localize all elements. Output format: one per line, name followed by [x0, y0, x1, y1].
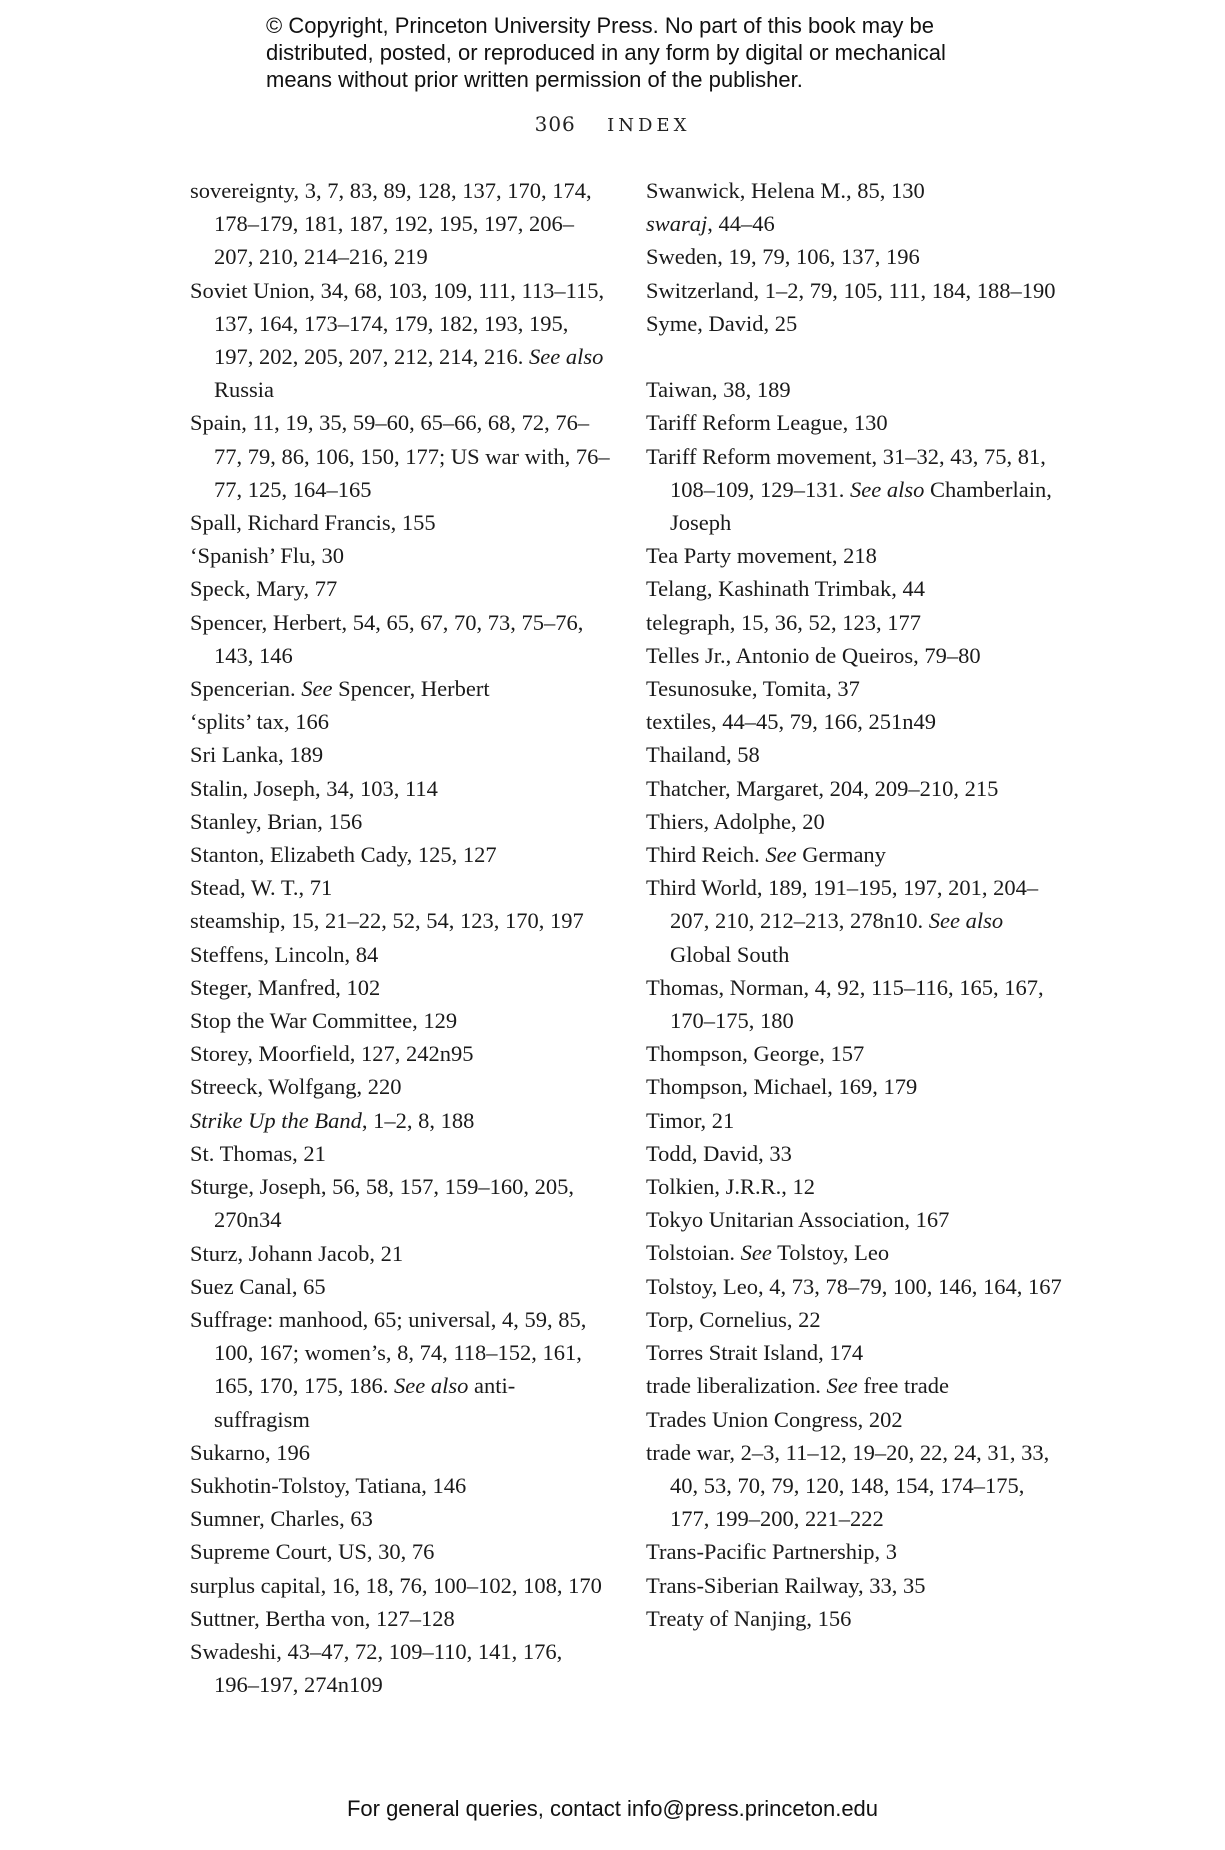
entry-text: Stanley, Brian, 156: [190, 808, 363, 834]
entry-text: Thompson, George, 157: [646, 1041, 865, 1067]
entry-text: Telang, Kashinath Trimbak, 44: [646, 576, 926, 602]
index-entry: [190, 274, 610, 407]
entry-text: Spencer, Herbert: [332, 676, 490, 702]
entry-text: Tariff Reform movement, 31–32, 43, 75, 81,: [646, 443, 1046, 469]
index-entry: [646, 1436, 1066, 1536]
entry-text: telegraph, 15, 36, 52, 123, 177: [646, 609, 921, 635]
index-entry: [190, 1469, 610, 1502]
index-entry: [646, 1104, 1066, 1137]
entry-text: 221–222: [805, 1506, 884, 1532]
index-entry: [646, 1270, 1066, 1303]
entry-text: Speck, Mary, 77: [190, 576, 338, 602]
index-letter-gap: [646, 340, 1066, 373]
index-entry: [646, 672, 1066, 705]
index-entry: [190, 1303, 610, 1436]
entry-text: Swanwick, Helena M., 85, 130: [646, 178, 925, 203]
entry-text: ‘Spanish’ Flu, 30: [190, 543, 344, 569]
index-entry: [190, 1436, 610, 1469]
index-entry: [190, 1104, 610, 1137]
entry-text: Tariff Reform League, 130: [646, 410, 888, 436]
entry-text: Tolkien, J.R.R., 12: [646, 1174, 816, 1200]
entry-text: 164, 173–174, 179, 182, 193, 195, 197, 202,: [214, 310, 569, 370]
entry-italic: See: [740, 1240, 772, 1266]
index-entry: [646, 705, 1066, 738]
entry-text: Spencerian.: [190, 676, 302, 702]
index-entry: [646, 639, 1066, 672]
index-entry: [190, 406, 610, 506]
index-entry: [646, 871, 1066, 971]
entry-text: trade liberalization.: [646, 1373, 827, 1399]
running-head: [0, 112, 1225, 136]
entry-text: Treaty of Nanjing, 156: [646, 1605, 852, 1631]
index-entry: [646, 1037, 1066, 1070]
entry-text: 178–179, 181, 187, 192, 195, 197, 206–207,: [214, 211, 574, 270]
entry-text: Swadeshi, 43–47, 72, 109–110, 141, 176,: [190, 1638, 563, 1664]
entry-text: 53, 70, 79, 120, 148, 154, 174–175, 177, 199–200,: [670, 1472, 1025, 1532]
index-entry: [646, 838, 1066, 871]
entry-text: Spain, 11, 19, 35, 59–60, 65–66, 68, 72, 76–77,: [190, 410, 590, 469]
index-entry: [190, 1004, 610, 1037]
entry-text: Thomas, Norman, 4, 92, 115–116, 165, 167,: [646, 974, 1044, 1000]
index-entry: [646, 1569, 1066, 1602]
copyright-line: distributed, posted, or reproduced in any form by digital or mechanical: [266, 40, 946, 65]
entry-text: Trans-Pacific Partnership, 3: [646, 1539, 898, 1565]
index-entry: [646, 1535, 1066, 1568]
entry-text: 210, 212–213, 278n10.: [715, 908, 929, 934]
entry-text: Switzerland, 1–2, 79, 105, 111, 184, 188–190: [646, 277, 1056, 303]
index-entry: [646, 539, 1066, 572]
index-column-right: [646, 174, 1066, 1635]
entry-text: Suttner, Bertha von, 127–128: [190, 1605, 455, 1631]
index-entry: [190, 805, 610, 838]
index-entry: [190, 672, 610, 705]
index-entry: [646, 274, 1066, 307]
entry-text: Trans-Siberian Railway, 33, 35: [646, 1572, 926, 1598]
entry-text: 196–197, 274n109: [214, 1672, 383, 1698]
entry-text: Sturz, Johann Jacob, 21: [190, 1240, 404, 1266]
index-entry: [190, 1602, 610, 1635]
entry-text: 143, 146: [214, 642, 293, 668]
entry-text: Suffrage: manhood, 65; universal, 4, 59, 85,: [190, 1306, 587, 1332]
index-entry: [190, 971, 610, 1004]
entry-text: Sukhotin-Tolstoy, Tatiana, 146: [190, 1472, 467, 1498]
entry-text: Third Reich.: [646, 842, 766, 868]
entry-text: Tolstoy, Leo: [771, 1240, 890, 1266]
entry-text: Tesunosuke, Tomita, 37: [646, 676, 860, 702]
entry-text: Thiers, Adolphe, 20: [646, 808, 825, 834]
entry-text: Streeck, Wolfgang, 220: [190, 1074, 402, 1100]
index-entry: [646, 1336, 1066, 1369]
copyright-line: means without prior written permission of the publisher.: [266, 67, 803, 92]
entry-text: Taiwan, 38, 189: [646, 377, 791, 403]
entry-italic: See also: [529, 344, 604, 370]
entry-text: textiles, 44–45, 79, 166, 251n49: [646, 709, 936, 735]
index-entry: [646, 1303, 1066, 1336]
index-entry: [190, 1635, 610, 1701]
entry-text: Stanton, Elizabeth Cady, 125, 127: [190, 842, 497, 868]
index-entry: [646, 738, 1066, 771]
entry-text: Global South: [670, 941, 790, 967]
section-title: INDEX: [607, 115, 691, 136]
index-entry: [190, 772, 610, 805]
index-entry: [190, 871, 610, 904]
index-entry: [646, 1137, 1066, 1170]
index-entry: [190, 174, 610, 274]
index-entry: [646, 406, 1066, 439]
entry-text: surplus capital, 16, 18, 76, 100–102, 108, 170: [190, 1572, 602, 1598]
entry-text: Germany: [796, 842, 886, 868]
entry-text: Steger, Manfred, 102: [190, 974, 381, 1000]
index-entry: [646, 1369, 1066, 1402]
index-entry: [646, 805, 1066, 838]
entry-text: Chamberlain, Joseph: [670, 476, 1052, 536]
entry-italic: Strike Up the Band: [190, 1107, 362, 1133]
entry-text: Stead, W. T., 71: [190, 875, 333, 901]
entry-text: free trade: [857, 1373, 949, 1399]
index-entry: [190, 1070, 610, 1103]
entry-italic: See: [301, 676, 333, 702]
index-entry: [646, 307, 1066, 340]
index-entry: [190, 539, 610, 572]
entry-text: Sumner, Charles, 63: [190, 1506, 373, 1532]
entry-text: Tea Party movement, 218: [646, 543, 877, 569]
entry-text: Sturge, Joseph, 56, 58, 157, 159–160, 205, 270n34: [190, 1174, 574, 1233]
entry-text: 79, 86, 106, 150, 177; US war with, 76–77,: [214, 443, 610, 502]
entry-text: steamship, 15, 21–22, 52, 54, 123, 170, 197: [190, 908, 584, 934]
entry-italic: See: [765, 842, 797, 868]
index-entry: [646, 240, 1066, 273]
index-entry: [190, 1237, 610, 1270]
index-entry: [646, 572, 1066, 605]
index-entry: [646, 1070, 1066, 1103]
page-number: 306: [534, 112, 576, 136]
entry-text: Third World, 189, 191–195, 197, 201, 204–207,: [646, 875, 1039, 934]
entry-text: Stalin, Joseph, 34, 103, 114: [190, 775, 438, 801]
entry-text: Storey, Moorfield, 127, 242n95: [190, 1041, 474, 1067]
entry-text: Thompson, Michael, 169, 179: [646, 1074, 918, 1100]
entry-text: Spall, Richard Francis, 155: [190, 510, 436, 536]
index-entry: [190, 1170, 610, 1236]
entry-text: 170, 175, 186.: [259, 1373, 394, 1399]
entry-text: 170–175, 180: [670, 1008, 794, 1034]
index-entry: [190, 1569, 610, 1602]
entry-text: Russia: [214, 377, 275, 403]
index-entry: [646, 207, 1066, 240]
entry-text: , 44–46: [707, 211, 775, 237]
entry-italic: See also: [394, 1373, 469, 1399]
entry-text: Tolstoian.: [646, 1240, 741, 1266]
entry-text: 108–109, 129–131.: [670, 476, 850, 502]
index-entry: [190, 1037, 610, 1070]
entry-text: Trades Union Congress, 202: [646, 1406, 903, 1432]
entry-text: 205, 207, 212, 214, 216.: [304, 344, 529, 370]
entry-text: Sweden, 19, 79, 106, 137, 196: [646, 244, 920, 270]
entry-text: Telles Jr., Antonio de Queiros, 79–80: [646, 642, 981, 668]
entry-text: St. Thomas, 21: [190, 1140, 326, 1166]
copyright-line: © Copyright, Princeton University Press. No part of this book may be: [266, 13, 934, 38]
index-entry: [190, 838, 610, 871]
index-entry: [646, 1170, 1066, 1203]
copyright-notice: [266, 12, 1026, 93]
entry-italic: See also: [850, 476, 925, 502]
index-entry: [190, 572, 610, 605]
index-entry: [646, 174, 1066, 207]
entry-text: Timor, 21: [646, 1107, 735, 1133]
entry-text: Torres Strait Island, 174: [646, 1340, 864, 1366]
index-entry: [646, 440, 1066, 540]
entry-text: Suez Canal, 65: [190, 1273, 326, 1299]
index-entry: [190, 1137, 610, 1170]
index-entry: [190, 1270, 610, 1303]
entry-text: Spencer, Herbert, 54, 65, 67, 70, 73, 75–76,: [190, 609, 584, 635]
index-entry: [646, 606, 1066, 639]
entry-italic: swaraj: [646, 211, 708, 237]
entry-text: Thailand, 58: [646, 742, 760, 768]
entry-text: 125, 164–165: [247, 476, 372, 502]
entry-text: trade war, 2–3, 11–12, 19–20, 22, 24, 31, 33, 40,: [646, 1439, 1050, 1498]
index-entry: [646, 971, 1066, 1037]
index-entry: [190, 938, 610, 971]
entry-text: Sukarno, 196: [190, 1439, 310, 1465]
index-entry: [190, 705, 610, 738]
index-entry: [190, 738, 610, 771]
footer-contact: For general queries, contact info@press.princeton.edu: [346, 1796, 879, 1821]
index-column-left: [190, 174, 610, 1701]
entry-italic: See: [826, 1373, 858, 1399]
index-entry: [190, 606, 610, 672]
index-entry: [190, 1535, 610, 1568]
entry-text: Supreme Court, US, 30, 76: [190, 1539, 435, 1565]
entry-text: Steffens, Lincoln, 84: [190, 941, 379, 967]
entry-text: Syme, David, 25: [646, 310, 798, 336]
entry-text: Tolstoy, Leo, 4, 73, 78–79, 100, 146, 164, 167: [646, 1273, 1062, 1299]
entry-text: anti-suffragism: [214, 1373, 516, 1432]
index-entry: [646, 1403, 1066, 1436]
entry-text: Tokyo Unitarian Association, 167: [646, 1207, 950, 1233]
index-entry: [646, 772, 1066, 805]
entry-text: ‘splits’ tax, 166: [190, 709, 329, 735]
index-entry: [646, 1236, 1066, 1269]
entry-italic: See also: [928, 908, 1004, 934]
entry-text: 210, 214–216, 219: [259, 244, 428, 270]
index-entry: [646, 1602, 1066, 1635]
index-entry: [646, 1203, 1066, 1236]
entry-text: Soviet Union, 34, 68, 103, 109, 111, 113–115, 137,: [190, 277, 605, 336]
index-entry: [190, 1502, 610, 1535]
entry-text: Torp, Cornelius, 22: [646, 1306, 821, 1332]
entry-text: 100, 167; women’s, 8, 74, 118–152, 161, 165,: [214, 1340, 582, 1399]
entry-text: , 1–2, 8, 188: [361, 1107, 475, 1133]
index-entry: [646, 373, 1066, 406]
entry-text: Todd, David, 33: [646, 1140, 792, 1166]
entry-text: Stop the War Committee, 129: [190, 1008, 458, 1034]
index-entry: [190, 506, 610, 539]
entry-text: Thatcher, Margaret, 204, 209–210, 215: [646, 775, 999, 801]
entry-text: sovereignty, 3, 7, 83, 89, 128, 137, 170, 174,: [190, 178, 592, 203]
entry-text: Sri Lanka, 189: [190, 742, 324, 768]
index-entry: [190, 904, 610, 937]
